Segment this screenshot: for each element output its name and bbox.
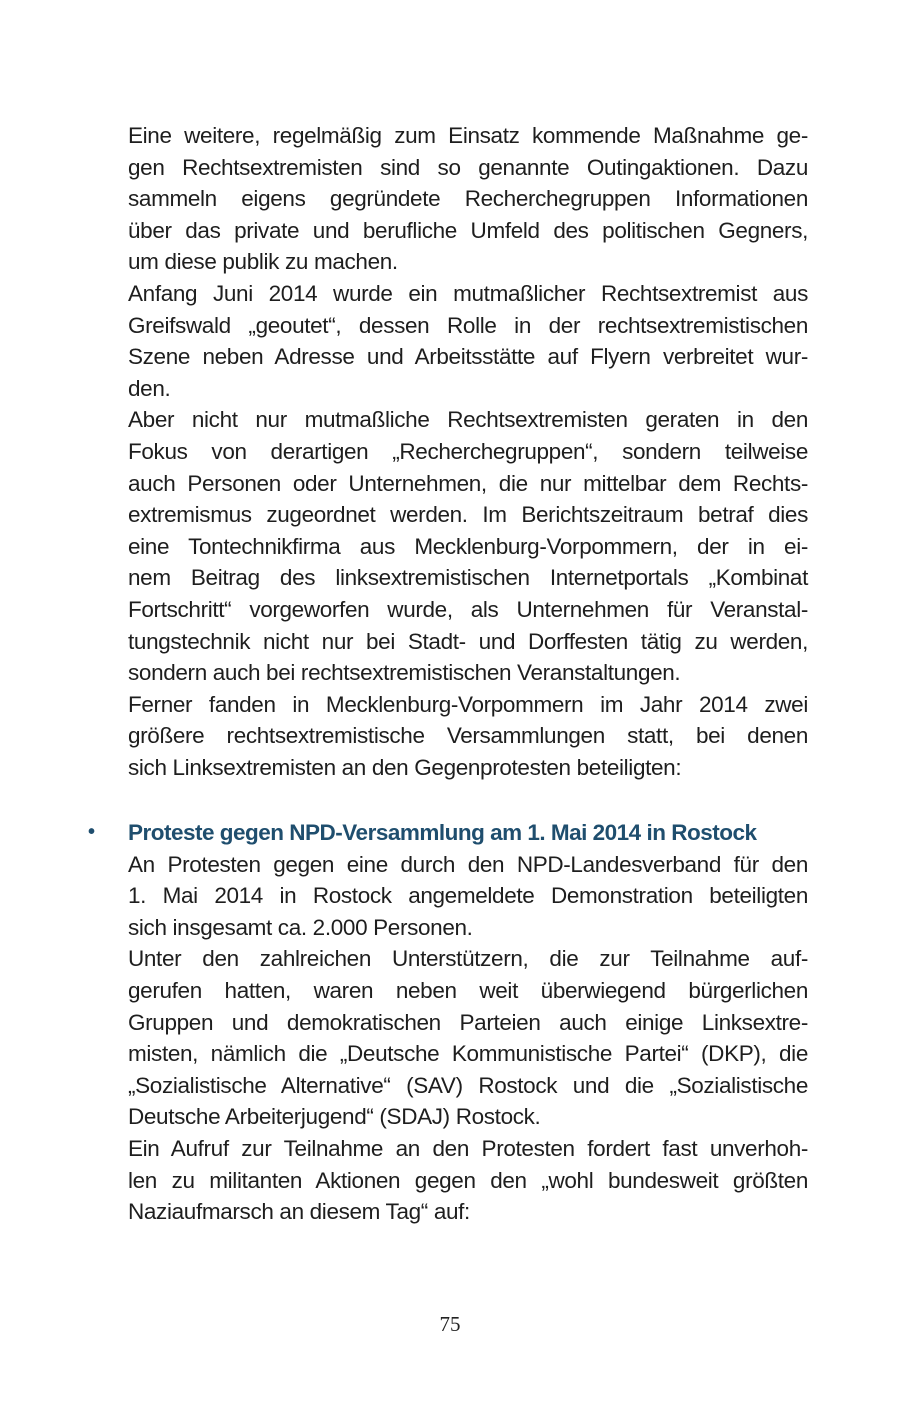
text-line: den. (128, 375, 171, 401)
text-line: eine Tontechnikfirma aus Mecklenburg-Vorpommern, der in ei- (128, 533, 808, 559)
paragraph-outing-actions (128, 120, 808, 278)
text-line: um diese publik zu machen. (128, 249, 398, 275)
bullet-item-rostock-protests (88, 817, 808, 1228)
paragraph-participants (128, 849, 808, 944)
text-line: „Sozialistische Alternative“ (SAV) Rostock und die „Sozialistische (128, 1072, 808, 1098)
body-text (128, 120, 808, 783)
text-line: Unter den zahlreichen Unterstützern, die zur Teilnahme auf- (128, 946, 808, 972)
text-line: Deutsche Arbeiterjugend“ (SDAJ) Rostock. (128, 1104, 541, 1130)
text-line: Ein Aufruf zur Teilnahme an den Protesten fordert fast unverhoh- (128, 1135, 808, 1161)
text-line: tungstechnik nicht nur bei Stadt- und Dorffesten tätig zu werden, (128, 628, 808, 654)
paragraph-recherchegruppen (128, 404, 808, 688)
text-line: Ferner fanden in Mecklenburg-Vorpommern im Jahr 2014 zwei (128, 691, 808, 717)
section-heading: Proteste gegen NPD-Versammlung am 1. Mai 2014 in Rostock (128, 820, 757, 845)
text-line: Gruppen und demokratischen Parteien auch einige Linksextre- (128, 1009, 808, 1035)
text-line: Naziaufmarsch an diesem Tag“ auf: (128, 1199, 470, 1225)
text-line: Szene neben Adresse und Arbeitsstätte auf Flyern verbreitet wur- (128, 344, 808, 370)
text-line: Fortschritt“ vorgeworfen wurde, als Unternehmen für Veranstal- (128, 596, 808, 622)
page-number: 75 (439, 1312, 461, 1336)
text-line: 1. Mai 2014 in Rostock angemeldete Demonstration beteiligten (128, 883, 808, 909)
text-line: sich insgesamt ca. 2.000 Personen. (128, 914, 473, 940)
paragraph-greifswald (128, 278, 808, 404)
text-line: gerufen hatten, waren neben weit überwiegend bürgerlichen (128, 977, 808, 1003)
text-line: extremismus zugeordnet werden. Im Berichtszeitraum betraf dies (128, 502, 808, 528)
text-line: Aber nicht nur mutmaßliche Rechtsextremisten geraten in den (128, 407, 808, 433)
paragraph-versammlungen (128, 689, 808, 784)
text-line: len zu militanten Aktionen gegen den „wohl bundesweit größten (128, 1167, 808, 1193)
text-line: Eine weitere, regelmäßig zum Einsatz kommende Maßnahme ge- (128, 123, 808, 148)
text-line: nem Beitrag des linksextremistischen Internetportals „Kombinat (128, 565, 808, 591)
text-line: auch Personen oder Unternehmen, die nur mittelbar dem Rechts- (128, 470, 808, 496)
text-line: sondern auch bei rechtsextremistischen Veranstaltungen. (128, 660, 681, 686)
paragraph-call-to-action (128, 1133, 808, 1228)
text-line: misten, nämlich die „Deutsche Kommunistische Partei“ (DKP), die (128, 1041, 808, 1067)
text-line: An Protesten gegen eine durch den NPD-Landesverband für den (128, 851, 808, 877)
text-line: sich Linksextremisten an den Gegenprotesten beteiligten: (128, 754, 682, 780)
text-line: größere rechtsextremistische Versammlungen statt, bei denen (128, 723, 808, 749)
text-line: Anfang Juni 2014 wurde ein mutmaßlicher Rechtsextremist aus (128, 280, 808, 306)
text-line: Greifswald „geoutet“, dessen Rolle in der rechtsextremistischen (128, 312, 808, 338)
text-line: sammeln eigens gegründete Recherchegruppen Informationen (128, 186, 808, 212)
bullet-icon: • (88, 821, 95, 843)
text-line: gen Rechtsextremisten sind so genannte Outingaktionen. Dazu (128, 154, 808, 180)
paragraph-supporters (128, 943, 808, 1133)
text-line: über das private und berufliche Umfeld des politischen Gegners, (128, 217, 808, 243)
text-line: Fokus von derartigen „Recherchegruppen“, sondern teilweise (128, 438, 808, 464)
